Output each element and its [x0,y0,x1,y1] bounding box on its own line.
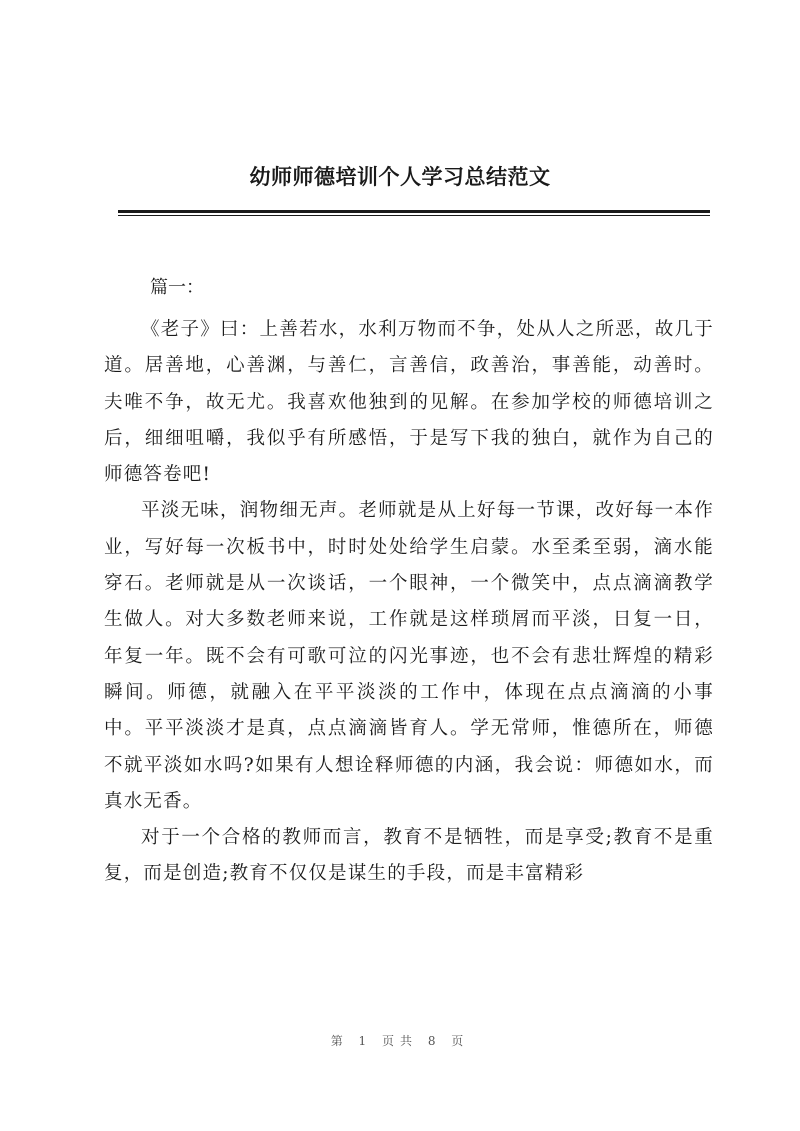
document-title: 幼师师德培训个人学习总结范文 [249,165,551,189]
paragraph-1: 《老子》曰：上善若水，水利万物而不争，处从人之所恶，故几于道。居善地，心善渊，与善仁，言善信，政善治，事善能，动善时。夫唯不争，故无尤。我喜欢他独到的见解。在参加学校的师德培训之后，细细咀嚼，我似乎有所感悟，于是写下我的独白，就作为自己的师德答卷吧! [104,319,714,486]
paragraph-3: 对于一个合格的教师而言，教育不是牺牲，而是享受;教育不是重复，而是创造;教育不仅仅是谋生的手段，而是丰富精彩 [104,827,714,885]
page-number-footer: 第 1 页共 8 页 [330,1034,470,1048]
paragraph-2: 平淡无味，润物细无声。老师就是从上好每一节课，改好每一本作业，写好每一次板书中，时时处处给学生启蒙。水至柔至弱，滴水能穿石。老师就是从一次谈话，一个眼神，一个微笑中，点点滴滴教学生做人。对大多数老师来说，工作就是这样琐屑而平淡，日复一日，年复一年。既不会有可歌可泣的闪光事迹，也不会有悲壮辉煌的精彩瞬间。师德，就融入在平平淡淡的工作中，体现在点点滴滴的小事中。平平淡淡才是真，点点滴滴皆育人。学无常师，惟德所在，师德不就平淡如水吗?如果有人想诠释师德的内涵，我会说：师德如水，而真水无香。 [104,500,714,812]
title-underline-thin [118,215,710,216]
title-underline [118,210,710,213]
section-label: 篇一： [150,277,204,298]
document-body [104,312,714,893]
